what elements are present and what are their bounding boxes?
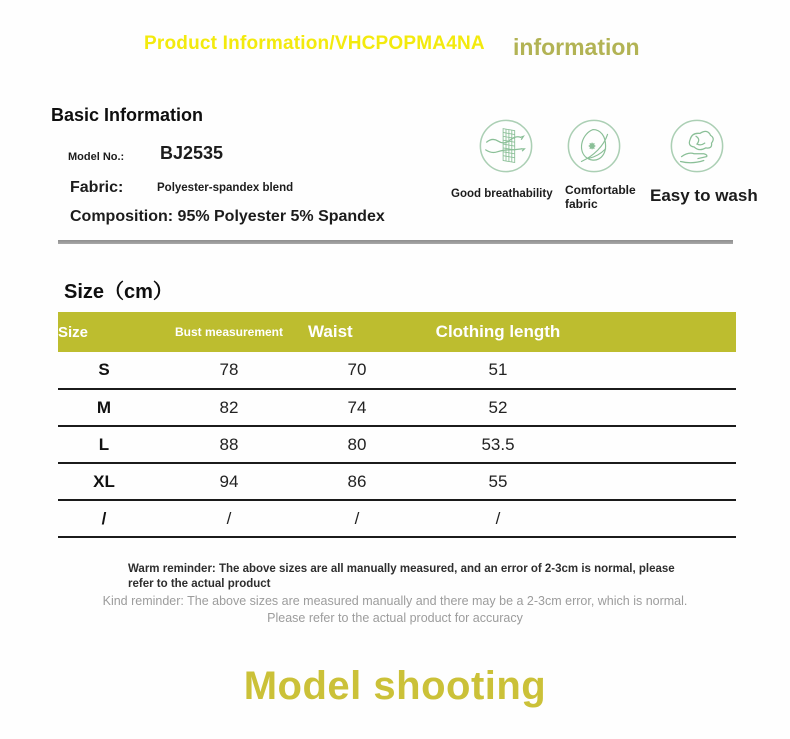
- fabric-label: Fabric:: [70, 179, 124, 196]
- size-table-header-row: [58, 312, 736, 352]
- warm-reminder-line1: Warm reminder: The above sizes are all manually measured, and an error of 2-3cm is normal, please: [128, 563, 675, 575]
- comfortable-fabric-icon: [565, 117, 623, 175]
- model-no-label: Model No.:: [68, 151, 125, 163]
- easy-wash-icon: [668, 117, 726, 175]
- cell-length: 53.5: [481, 434, 515, 454]
- table-row-xl: [58, 463, 736, 500]
- cell-length: 51: [488, 360, 508, 379]
- table-row-l: [58, 426, 736, 463]
- cell-waist: 70: [347, 360, 367, 379]
- feature-label-breathability: Good breathability: [451, 188, 553, 200]
- col-header-bust: Bust measurement: [174, 325, 284, 339]
- feature-label-easy-wash: Easy to wash: [650, 186, 758, 205]
- table-row-m: [58, 389, 736, 426]
- col-header-filler: [590, 312, 736, 352]
- warm-reminder-text: [128, 562, 675, 592]
- model-no-value: BJ2535: [160, 143, 224, 163]
- size-section-heading: Size（cm）: [64, 281, 173, 303]
- cell-waist: /: [354, 508, 360, 528]
- breathability-icon: [477, 117, 535, 175]
- cell-filler: [590, 426, 736, 463]
- cell-size: M: [96, 397, 112, 417]
- cell-bust: /: [226, 508, 232, 528]
- cell-size: S: [98, 360, 110, 379]
- page-title: Product Information/VHCPOPMA4NA: [144, 33, 485, 54]
- col-header-waist: Waist: [308, 322, 353, 341]
- cell-bust: 94: [219, 471, 239, 491]
- cell-bust: 82: [219, 397, 239, 417]
- cell-filler: [590, 500, 736, 537]
- cell-filler: [590, 352, 736, 389]
- kind-reminder-text: [0, 593, 790, 627]
- feature-label-comfortable-fabric: Comfortable fabric: [565, 183, 636, 211]
- size-chart-table: [58, 312, 736, 538]
- kind-reminder-line2: Please refer to the actual product for accuracy: [267, 611, 523, 625]
- table-row-s: [58, 352, 736, 389]
- cell-bust: 78: [219, 360, 239, 379]
- warm-reminder-line2: refer to the actual product: [128, 578, 271, 590]
- kind-reminder-line1: Kind reminder: The above sizes are measured manually and there may be a 2-3cm error, which is normal.: [102, 594, 688, 608]
- cell-filler: [590, 389, 736, 426]
- col-header-clothing-length: Clothing length: [435, 322, 561, 341]
- fabric-value: Polyester-spandex blend: [157, 182, 294, 194]
- table-row-slash: [58, 500, 736, 537]
- composition-text: Composition: 95% Polyester 5% Spandex: [70, 208, 385, 225]
- model-shooting-heading: Model shooting: [243, 664, 547, 708]
- cell-size: /: [101, 508, 107, 528]
- cell-filler: [590, 463, 736, 500]
- information-label: information: [513, 34, 640, 60]
- col-header-size: Size: [58, 323, 89, 341]
- section-divider: [58, 240, 733, 244]
- cell-bust: 88: [219, 434, 239, 454]
- cell-length: 55: [488, 471, 508, 491]
- cell-waist: 86: [347, 471, 367, 491]
- cell-waist: 80: [347, 434, 367, 454]
- cell-length: 52: [488, 397, 508, 417]
- basic-information-heading: Basic Information: [51, 105, 204, 125]
- cell-length: /: [495, 508, 501, 528]
- cell-waist: 74: [347, 397, 367, 417]
- cell-size: XL: [93, 471, 115, 491]
- cell-size: L: [98, 434, 110, 454]
